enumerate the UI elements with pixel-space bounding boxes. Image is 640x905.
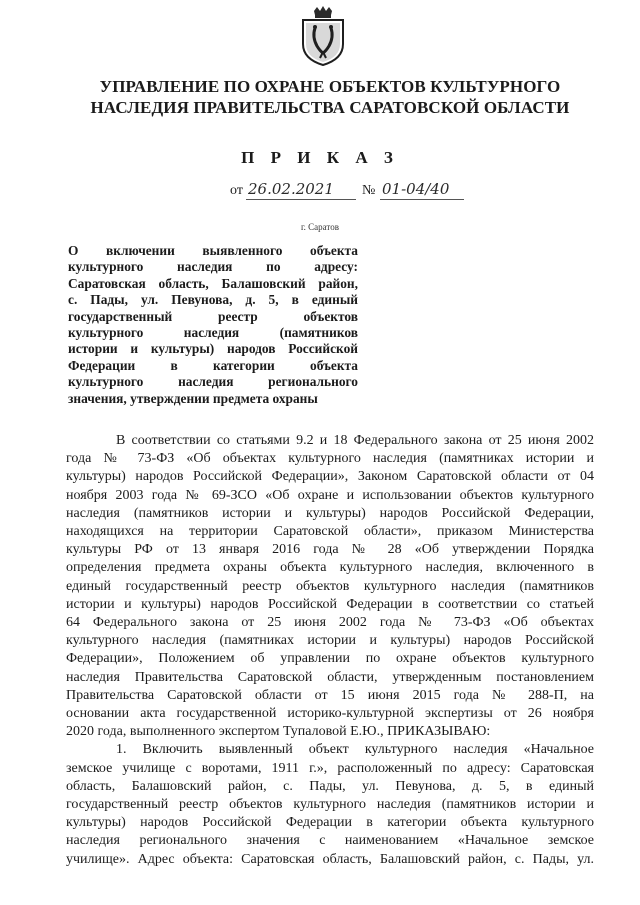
body-line: государственный реестр объектов культурного наследия (памятников истории и xyxy=(66,797,594,813)
subject-line: государственный реестр объектов xyxy=(68,308,358,324)
document-date: 26.02.2021 xyxy=(248,180,334,198)
body-line: находящихся на территории Саратовской области», приказом Министерства xyxy=(66,524,594,540)
subject-line: культурного наследия по адресу: xyxy=(68,259,358,275)
subject-line: истории и культуры) народов Российской xyxy=(68,341,358,357)
subject-line: значения, утверждении предмета охраны xyxy=(68,390,318,406)
subject-line: культурного наследия регионального xyxy=(68,374,358,390)
body-line: земское училище с воротами, 1911 г.», расположенный по адресу: Саратовская xyxy=(66,760,594,776)
document-number: 01-04/40 xyxy=(382,180,450,198)
body-line: истории и культуры) народов Российской Федерации в соответствии со статьей xyxy=(66,596,594,612)
body-line: Правительства Саратовской области от 15 июня 2015 года № 288-П, на xyxy=(66,687,594,703)
subject-line: Федерации в категории объекта xyxy=(68,357,358,373)
body-line: единый государственный реестр объектов культурного наследия (памятников xyxy=(66,578,594,594)
body-line: года № 73-ФЗ «Об объектах культурного наследия (памятниках истории и xyxy=(66,451,594,467)
date-underline xyxy=(246,199,356,200)
body-line: ноября 2003 года № 69-ЗСО «Об охране и использовании объектов культурного xyxy=(66,487,594,503)
organization-title-line: НАСЛЕДИЯ ПРАВИТЕЛЬСТВА САРАТОВСКОЙ ОБЛАСТИ xyxy=(90,98,570,117)
subject-line: Саратовская область, Балашовский район, xyxy=(68,275,358,291)
subject-line: О включении выявленного объекта xyxy=(68,243,358,258)
organization-title-line: УПРАВЛЕНИЕ ПО ОХРАНЕ ОБЪЕКТОВ КУЛЬТУРНОГО xyxy=(99,77,561,96)
document-type: П Р И К А З xyxy=(241,148,399,167)
body-line: культуры) народов Российской Федерации», Законом Саратовской области от 04 xyxy=(66,469,594,485)
body-line: наследия Правительства Саратовской области, утвержденным постановлением xyxy=(66,669,594,685)
body-line: 1. Включить выявленный объект культурного наследия «Начальное xyxy=(116,742,594,758)
body-line: Федерации», Положением об управлении по охране объектов культурного xyxy=(66,651,594,667)
body-line: наследия регионального значения с наименованием «Начальное земское xyxy=(66,833,594,849)
organization-title xyxy=(60,76,600,118)
subject-line: культурного наследия (памятников xyxy=(68,325,358,341)
body-line: основании акта государственной историко-культурной экспертизы от 26 ноября xyxy=(66,706,594,722)
saratov-coat-of-arms-icon xyxy=(300,6,346,66)
document-body xyxy=(66,432,594,869)
number-label: № xyxy=(362,183,376,198)
body-line: 64 Федерального закона от 25 июня 2002 года № 73-ФЗ «Об объектах xyxy=(66,615,594,631)
date-number-row xyxy=(230,180,530,204)
number-underline xyxy=(380,199,464,200)
document-city: г. Саратов xyxy=(301,222,339,232)
body-line: культуры РФ от 13 января 2016 года № 28 «Об утверждении Порядка xyxy=(66,542,594,558)
body-line: культуры) народов Российской Федерации в категории объекта культурного xyxy=(66,815,594,831)
body-line: культурного наследия (памятниках истории и культуры) народов Российской xyxy=(66,633,594,649)
body-line: определения предмета охраны объекта культурного наследия, включенного в xyxy=(66,560,594,576)
body-line: училище». Адрес объекта: Саратовская область, Балашовский район, с. Пады, ул. xyxy=(66,851,594,867)
body-line: область, Балашовский район, с. Пады, ул. Певунова, д. 5, в единый xyxy=(66,778,594,794)
subject-line: с. Пады, ул. Певунова, д. 5, в единый xyxy=(68,292,358,308)
document-subject xyxy=(68,243,358,407)
body-line: 2020 года, выполненного экспертом Тупаловой Е.Ю., ПРИКАЗЫВАЮ: xyxy=(66,724,491,740)
body-line: В соответствии со статьями 9.2 и 18 Федерального закона от 25 июня 2002 xyxy=(116,433,594,448)
body-line: наследия (памятников истории и культуры) народов Российской Федерации, xyxy=(66,505,594,521)
date-prefix: от xyxy=(230,183,243,198)
